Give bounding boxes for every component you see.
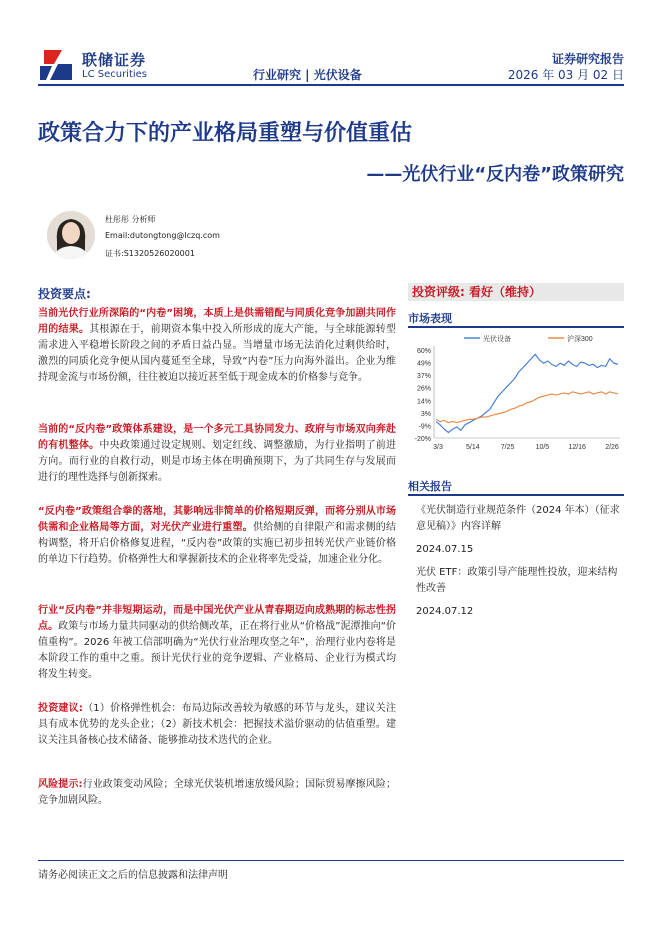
analyst-name: 杜彤彤 分析师 [105,215,156,224]
paragraph-3-body: 供给侧的自律限产和需求侧的结构调整，将开启价格修复进程，“反内卷”政策的实施已初步扭转光伏产业链价格的单边下行趋势。价格弹性大和掌握新技术的企业将率先受益，加速企业分化。 [38,522,397,565]
logo-mark-icon [38,46,76,84]
risk-warning-label: 风险提示: [38,779,83,790]
risk-warning [38,777,396,809]
y-tick-label: 3% [420,410,431,418]
related-divider [408,494,624,496]
legend-label: 沪深300 [567,336,593,343]
investment-rating: 投资评级: 看好（维持） [408,283,624,301]
related-report-date: 2024.07.15 [416,544,474,555]
market-divider [408,326,624,328]
highlight-paragraph-3 [38,504,396,568]
paragraph-2-lead: 当前的“反内卷”政策体系建设，是一个多元工具协同发力、政府与市场双向奔赴的有机整体。 [38,424,396,451]
x-tick-label: 3/3 [433,444,443,451]
y-tick-label: 26% [416,385,431,393]
x-tick-label: 2/26 [605,444,619,451]
analyst-email[interactable]: Email:dutongtong@lczq.com [105,231,220,240]
y-tick-label: -20% [414,436,431,443]
page-title: 政策合力下的产业格局重塑与价值重估 [38,121,413,146]
y-tick-label: 37% [416,373,431,381]
highlight-paragraph-4 [38,603,396,683]
y-tick-label: 60% [416,348,431,355]
investment-advice-label: 投资建议: [38,703,83,714]
page-subtitle: ——光伏行业“反内卷”政策研究 [366,164,624,185]
risk-warning-body: 行业政策变动风险；全球光伏装机增速放缓风险；国际贸易摩擦风险；竞争加剧风险。 [38,779,397,806]
legend-label: 光伏设备 [483,336,511,343]
footer-divider [38,860,624,861]
highlight-paragraph-1 [38,306,396,386]
investment-advice [38,701,396,749]
report-category: 行业研究 | 光伏设备 [253,68,362,82]
x-tick-label: 7/25 [500,444,515,451]
y-tick-label: 49% [416,360,431,368]
paragraph-4-lead: 行业“反内卷”并非短期运动，而是中国光伏产业从青春期迈向成熟期的标志性拐点。 [38,605,396,632]
related-report-title[interactable]: 《光伏制造行业规范条件（2024 年本）（征求意见稿）》内容详解 [416,505,620,532]
y-tick-label: 14% [416,398,431,406]
logo-name-en: LC Securities [82,69,148,80]
investment-advice-body: （1）价格弹性机会：布局边际改善较为敏感的环节与龙头，建议关注具有成本优势的龙头企业；（2）新技术机会：把握技术溢价驱动的估值重塑。建议关注具备核心技术储备、能够推动技术迭代的企业。 [38,703,396,746]
related-heading: 相关报告 [408,480,452,493]
paragraph-1-body: 其根源在于，前期资本集中投入所形成的庞大产能，与全球能源转型需求进入平稳增长阶段之间的矛盾日益凸显。当增量市场无法消化过剩供给时，激烈的同质化竞争便从国内蔓延至全球，导致“内卷”压力向海外溢出。企业为维持现金流与市场份额，往往被迫以接近甚至低于现金成本的价格参与竞争。 [38,324,397,383]
report-type: 证券研究报告 [551,52,624,66]
footer-disclaimer: 请务必阅读正文之后的信息披露和法律声明 [38,870,228,881]
paragraph-3-lead: “反内卷”政策组合拳的落地，其影响远非简单的价格短期反弹，而将分别从市场供需和企业格局等方面，对光伏产业进行重塑。 [38,506,396,533]
related-report-date: 2024.07.12 [416,606,474,617]
highlights-heading: 投资要点: [38,287,91,301]
market-performance-chart [408,330,624,458]
paragraph-2-body: 中央政策通过设定规则、划定红线、调整激励，为行业指明了前进方向。而行业的自救行动，则是市场主体在明确预期下，为了共同生存与发展而进行的理性选择与创新探索。 [38,440,397,483]
analyst-avatar [47,211,95,259]
report-date: 2026 年 03 月 02 日 [507,68,624,82]
analyst-cert: 证书:S1320526020001 [105,249,195,258]
x-tick-label: 10/5 [535,444,550,451]
y-tick-label: -9% [418,423,431,431]
related-report-title[interactable]: 光伏 ETF：政策引导产能理性投放，迎来结构性改善 [416,567,618,594]
market-heading: 市场表现 [408,312,452,325]
x-tick-label: 5/14 [465,444,480,451]
paragraph-1-lead: 当前光伏行业所深陷的“内卷”困境，本质上是供需错配与同质化竞争加剧共同作用的结果。 [38,308,396,335]
series-line-csi300 [436,392,618,423]
x-tick-label: 12/16 [568,444,586,451]
highlight-paragraph-2 [38,422,396,486]
header-divider [38,84,624,86]
logo-name-cn: 联储证券 [82,51,147,69]
company-logo [38,46,158,86]
paragraph-4-body: 政策与市场力量共同驱动的供给侧改革，正在将行业从“价格战”泥潭推向“价值重构”。2026 年被工信部明确为“光伏行业治理攻坚之年”，治理行业内卷将是本阶段工作的重中之重。预计光伏行业的竞争逻辑、产业格局、企业行为模式均将发生转变。 [38,621,396,680]
